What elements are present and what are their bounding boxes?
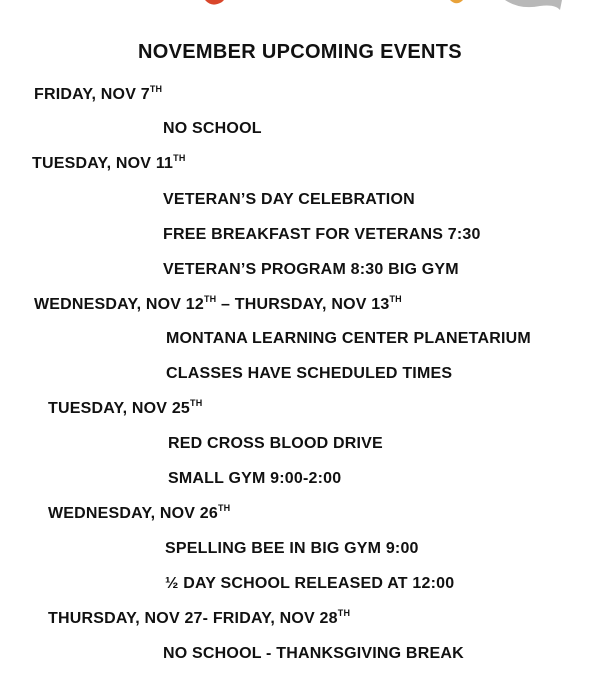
event-date-text: WEDNESDAY, NOV 12	[34, 296, 204, 313]
event-detail: NO SCHOOL	[163, 120, 262, 137]
event-detail: SMALL GYM 9:00-2:00	[168, 470, 342, 487]
event-date	[48, 504, 230, 524]
event-date-text: TUESDAY, NOV 25	[48, 400, 191, 417]
event-detail: VETERAN’S PROGRAM 8:30 BIG GYM	[163, 261, 459, 278]
event-date-text-end: – THURSDAY, NOV 13	[216, 296, 390, 313]
event-date-suffix: TH	[217, 503, 231, 513]
event-date	[48, 399, 202, 419]
event-date-suffix: TH	[203, 294, 217, 304]
top-decoration	[0, 0, 607, 12]
event-date-text: THURSDAY, NOV 27- FRIDAY, NOV 28	[48, 610, 338, 627]
deco-orange-mark	[450, 0, 463, 3]
event-date-text: FRIDAY, NOV 7	[34, 86, 150, 103]
deco-red-mark	[205, 0, 224, 5]
event-detail: RED CROSS BLOOD DRIVE	[168, 435, 383, 452]
event-date	[32, 154, 186, 174]
event-date-text: WEDNESDAY, NOV 26	[48, 505, 218, 522]
event-date	[48, 609, 350, 629]
event-date-text: TUESDAY, NOV 11	[32, 155, 174, 172]
event-date-suffix: TH	[337, 608, 351, 618]
event-detail: MONTANA LEARNING CENTER PLANETARIUM	[166, 330, 531, 347]
event-date-suffix: TH	[149, 84, 163, 94]
event-date	[34, 85, 162, 105]
event-detail: ½ DAY SCHOOL RELEASED AT 12:00	[165, 575, 455, 592]
page-title: NOVEMBER UPCOMING EVENTS	[138, 41, 462, 63]
event-detail: CLASSES HAVE SCHEDULED TIMES	[166, 365, 453, 382]
event-date-suffix: TH	[190, 398, 203, 408]
event-detail: NO SCHOOL - THANKSGIVING BREAK	[163, 645, 464, 662]
event-date	[34, 295, 402, 315]
event-detail: SPELLING BEE IN BIG GYM 9:00	[165, 540, 419, 557]
event-date-suffix: TH	[173, 153, 186, 163]
deco-gray-mark	[505, 0, 562, 10]
event-detail: VETERAN’S DAY CELEBRATION	[163, 191, 415, 208]
event-date-suffix-end: TH	[389, 294, 402, 304]
event-detail: FREE BREAKFAST FOR VETERANS 7:30	[163, 226, 481, 243]
